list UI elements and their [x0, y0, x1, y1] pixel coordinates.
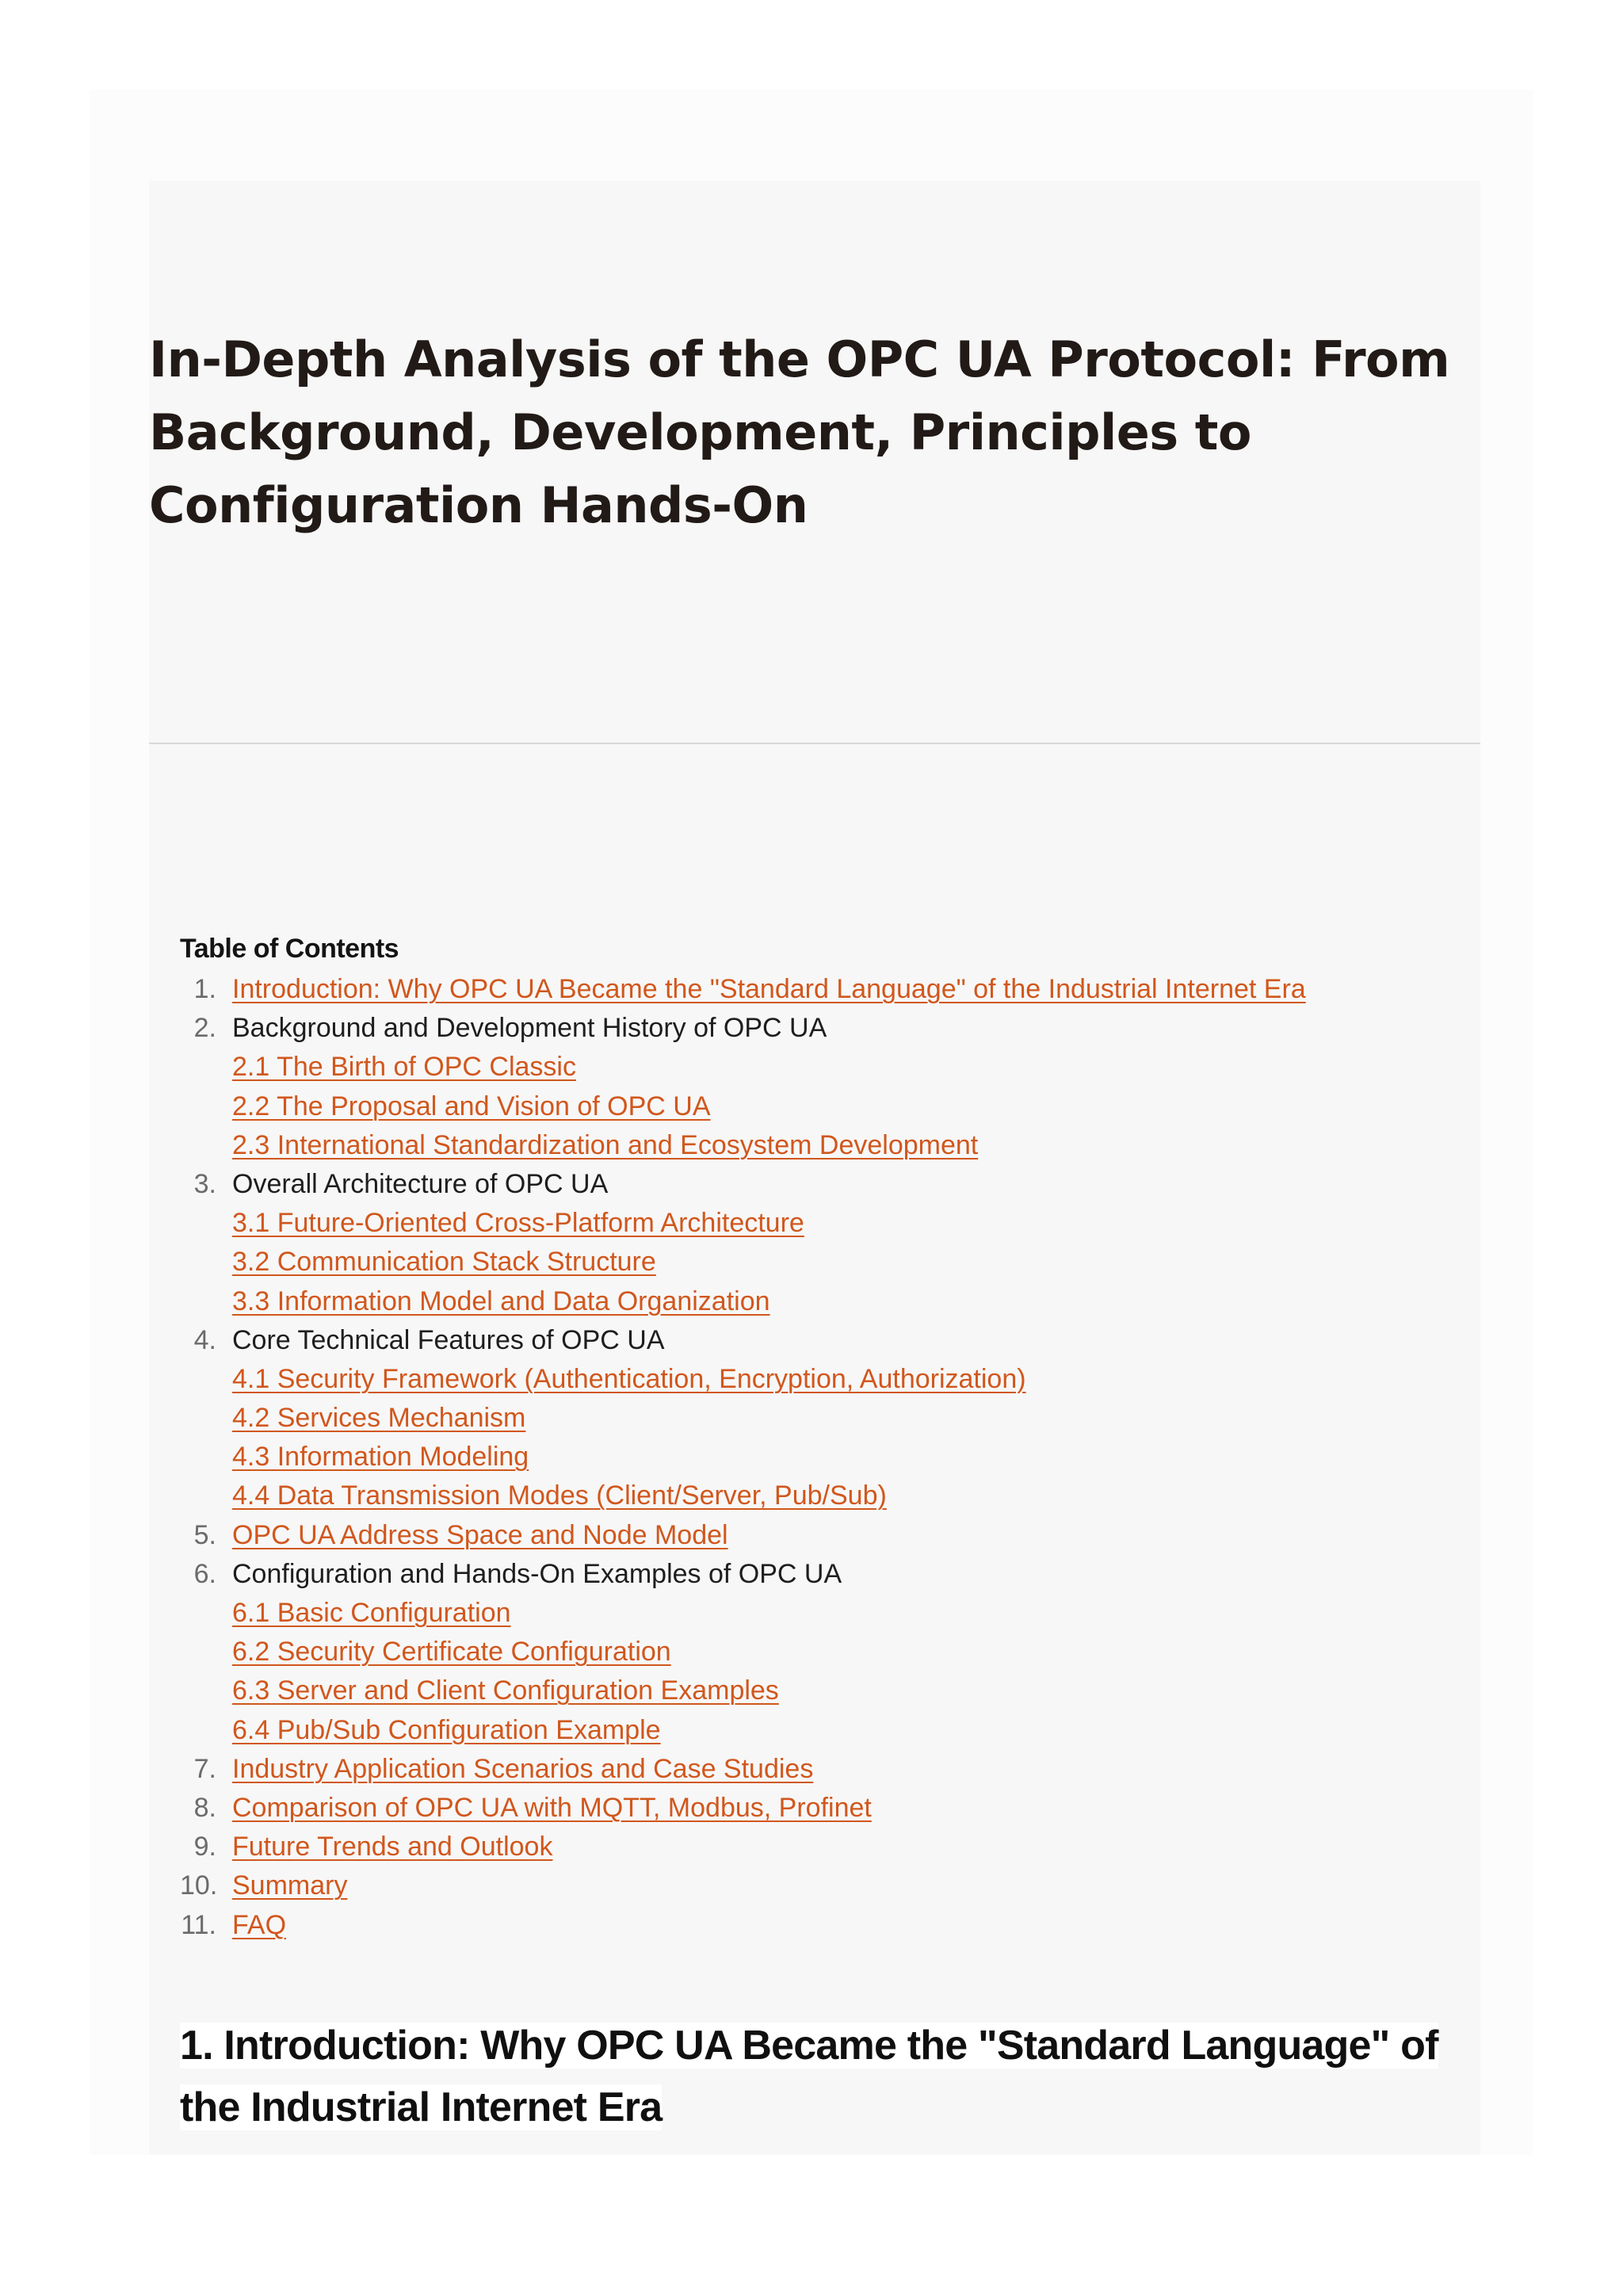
toc-link[interactable]: 6.4 Pub/Sub Configuration Example [232, 1714, 661, 1745]
toc-item [180, 1828, 1416, 1866]
section-heading [180, 2015, 1448, 2138]
toc-item [180, 1399, 1416, 1438]
toc-link[interactable]: 2.3 International Standardization and Ecosystem Development [232, 1129, 979, 1160]
toc-item [180, 1906, 1416, 1945]
toc-item-number: 6. [193, 1558, 216, 1589]
toc-item-number: 7. [193, 1753, 216, 1784]
toc-link[interactable]: FAQ [232, 1909, 287, 1940]
toc-item [180, 1438, 1416, 1477]
toc-link[interactable]: 4.3 Information Modeling [232, 1442, 529, 1473]
toc-item-number: 11. [181, 1909, 216, 1940]
toc-link[interactable]: 3.3 Information Model and Data Organization [232, 1286, 770, 1316]
toc-item [180, 1282, 1416, 1321]
toc-item [180, 970, 1416, 1009]
toc-link[interactable]: 6.1 Basic Configuration [232, 1598, 511, 1628]
toc-item [180, 1360, 1416, 1399]
toc-section-label: Background and Development History of OPC UA [232, 1013, 827, 1044]
toc-link[interactable]: 6.2 Security Certificate Configuration [232, 1637, 671, 1668]
toc-item [180, 1789, 1416, 1828]
toc-item-number: 1. [193, 974, 216, 1004]
title-header [149, 181, 1480, 744]
toc-link[interactable]: OPC UA Address Space and Node Model [232, 1519, 728, 1550]
toc-section-label: Core Technical Features of OPC UA [232, 1324, 665, 1355]
toc-list [180, 970, 1416, 1945]
toc-item-number: 8. [193, 1792, 216, 1823]
toc-item [180, 1165, 1416, 1204]
toc-item [180, 1555, 1416, 1594]
toc-item [180, 1243, 1416, 1282]
toc-item-number: 5. [193, 1519, 216, 1550]
toc-item [180, 1750, 1416, 1789]
toc-link[interactable]: 4.1 Security Framework (Authentication, Encryption, Authorization) [232, 1363, 1026, 1394]
toc-link[interactable]: Industry Application Scenarios and Case Studies [232, 1753, 814, 1784]
toc-item [180, 1633, 1416, 1671]
toc-item-number: 9. [193, 1832, 216, 1862]
toc-item [180, 1087, 1416, 1126]
toc-item-number: 4. [193, 1324, 216, 1355]
toc-item [180, 1048, 1416, 1087]
toc-link[interactable]: Comparison of OPC UA with MQTT, Modbus, Profinet [232, 1792, 872, 1823]
toc-section-label: Configuration and Hands-On Examples of OPC UA [232, 1558, 842, 1589]
toc-heading: Table of Contents [180, 934, 399, 964]
toc-item [180, 1594, 1416, 1633]
toc-link[interactable]: Summary [232, 1870, 348, 1901]
toc-item [180, 1516, 1416, 1555]
toc-item-number: 3. [193, 1168, 216, 1199]
toc-link[interactable]: Future Trends and Outlook [232, 1832, 553, 1862]
toc-link[interactable]: 3.2 Communication Stack Structure [232, 1247, 656, 1278]
toc-link[interactable]: 4.4 Data Transmission Modes (Client/Server, Pub/Sub) [232, 1480, 887, 1511]
toc-item [180, 1711, 1416, 1750]
toc-link[interactable]: 3.1 Future-Oriented Cross-Platform Architecture [232, 1208, 804, 1239]
toc-item-number: 10. [180, 1870, 218, 1901]
toc-section-label: Overall Architecture of OPC UA [232, 1168, 609, 1199]
toc-item-number: 2. [193, 1013, 216, 1044]
section-heading-text: 1. Introduction: Why OPC UA Became the "Standard Language" of the Industrial Internet Era [180, 2023, 1438, 2130]
toc-link[interactable]: 2.1 The Birth of OPC Classic [232, 1052, 576, 1083]
table-of-contents [180, 930, 1416, 1945]
toc-item [180, 1477, 1416, 1515]
toc-item [180, 1866, 1416, 1905]
toc-item [180, 1009, 1416, 1048]
toc-link[interactable]: 6.3 Server and Client Configuration Examples [232, 1675, 779, 1706]
toc-item [180, 1204, 1416, 1243]
page-title: In-Depth Analysis of the OPC UA Protocol: From Background, Development, Principles to Configuration Hands-On [149, 330, 1450, 534]
toc-item [180, 1671, 1416, 1710]
toc-item [180, 1321, 1416, 1360]
toc-link[interactable]: 4.2 Services Mechanism [232, 1403, 526, 1434]
toc-link[interactable]: Introduction: Why OPC UA Became the "Standard Language" of the Industrial Internet Era [232, 974, 1306, 1004]
toc-item [180, 1126, 1416, 1165]
toc-link[interactable]: 2.2 The Proposal and Vision of OPC UA [232, 1091, 711, 1121]
